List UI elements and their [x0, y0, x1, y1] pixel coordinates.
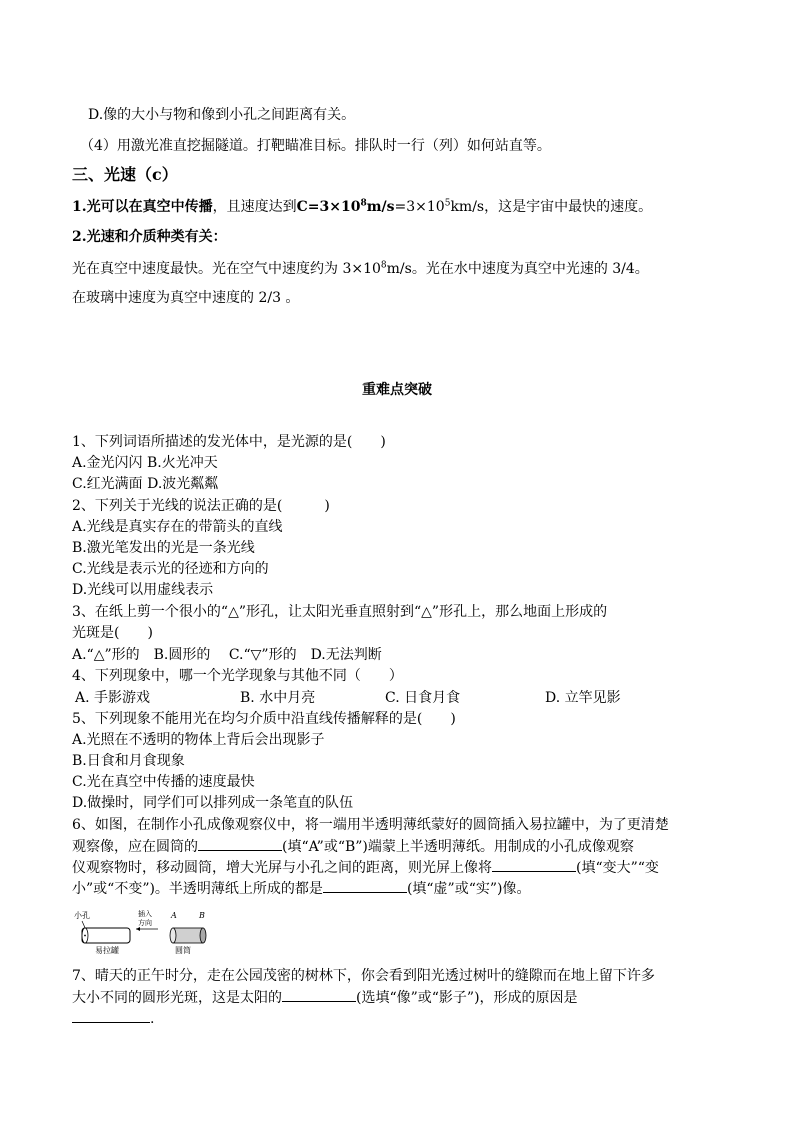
speed-p3-exp: 8 [380, 260, 387, 271]
q3-options: A.“△”形的 B.圆形的 C.“▽”形的 D.无法判断 [72, 647, 382, 663]
speed-paragraph-2: 2.光速和介质种类有关： [72, 229, 227, 245]
q7-line3-end: . [150, 1011, 155, 1027]
q6-line3-a: 仪观察物时，移动圆筒，增大光屏与小孔之间的距离，则光屏上像将 [72, 860, 492, 876]
figure-label-hole: 小孔 [74, 911, 90, 920]
q7-line1: 7、晴天的正午时分，走在公园茂密的树林下，你会看到阳光透过树叶的缝隙而在地上留下许多 [72, 968, 655, 984]
figure-label-a: A [171, 911, 177, 920]
q2-option-d: D.光线可以用虚线表示 [72, 582, 214, 598]
q1-options-ab: A.金光闪闪 B.火光冲天 [72, 455, 218, 471]
q4-stem: 4、下列现象中，哪一个光学现象与其他不同（ ） [72, 668, 403, 684]
q6-line4-a: 小”或“不变”)。半透明薄纸上所成的都是 [72, 881, 323, 897]
speed-exp-a: 8 [360, 198, 367, 209]
figure-label-can: 易拉罐 [95, 946, 119, 955]
speed-paragraph-3 [72, 259, 649, 279]
q6-blank-2[interactable] [492, 857, 576, 872]
q2-option-a: A.光线是真实存在的带箭头的直线 [72, 519, 283, 535]
q6-line2-b: (填“A”或“B”)端蒙上半透明薄纸。用制成的小孔成像观察 [282, 839, 634, 855]
q1-options-cd: C.红光满面 D.波光粼粼 [72, 476, 219, 492]
q7-line2 [72, 987, 578, 1008]
speed-p3-b: m/s。光在水中速度为真空中光速的 3/4。 [386, 261, 649, 277]
q4-option-c: C. 日食月食 [385, 690, 461, 706]
figure-label-insert-2: 方向 [138, 919, 152, 927]
q4-option-a: A. 手影游戏 [75, 690, 151, 706]
speed-p1-rest: km/s，这是宇宙中最快的速度。 [450, 199, 653, 215]
q6-line3 [72, 857, 659, 878]
speed-exp-b: 5 [444, 198, 451, 209]
q1-stem: 1、下列词语所描述的发光体中，是光源的是( ) [72, 434, 386, 450]
q2-stem: 2、下列关于光线的说法正确的是( ) [72, 498, 330, 514]
q7-blank-2[interactable] [72, 1008, 150, 1023]
option-d-text: D.像的大小与物和像到小孔之间距离有关。 [88, 107, 356, 123]
q6-line2-a: 观察像，应在圆筒的 [72, 839, 198, 855]
q7-line2-a: 大小不同的圆形光斑，这是太阳的 [72, 990, 282, 1006]
q6-blank-1[interactable] [198, 836, 282, 851]
q6-line4-b: (填“虚”或“实”)像。 [406, 881, 531, 897]
speed-p1-mid: ，且速度达到 [212, 199, 297, 215]
q4-option-d: D. 立竿见影 [545, 690, 621, 706]
speed-p3-a: 光在真空中速度最快。光在空气中速度约为 3×10 [72, 261, 381, 277]
figure-label-insert-1: 插入 [138, 910, 152, 918]
item-4-text: （4）用激光准直挖掘隧道。打靶瞄准目标。排队时一行（列）如何站直等。 [80, 138, 551, 154]
q3-stem-line2: 光斑是( ) [72, 625, 153, 641]
speed-formula-b: m/s [366, 199, 395, 215]
speed-paragraph-1 [72, 197, 652, 217]
pinhole-dot [84, 935, 86, 937]
figure-label-tube: 圆筒 [175, 946, 191, 955]
tube-body [173, 928, 203, 943]
q6-line1: 6、如图，在制作小孔成像观察仪中，将一端用半透明薄纸蒙好的圆筒插入易拉罐中，为了更清楚 [72, 817, 669, 833]
q7-line3 [72, 1008, 154, 1029]
q4-option-b: B. 水中月亮 [240, 690, 316, 706]
q3-stem-line1: 3、在纸上剪一个很小的“△”形孔，让太阳光垂直照射到“△”形孔上，那么地面上形成的 [72, 604, 608, 620]
q2-option-c: C.光线是表示光的径迹和方向的 [72, 561, 269, 577]
q7-line2-b: (选填“像”或“影子”)，形成的原因是 [356, 990, 578, 1006]
q6-line4 [72, 878, 531, 899]
q7-blank-1[interactable] [282, 987, 356, 1002]
insert-arrow-head [136, 927, 140, 931]
figure-label-b: B [199, 911, 205, 920]
speed-formula-a: C=3×10 [296, 199, 361, 215]
q5-option-c: C.光在真空中传播的速度最快 [72, 774, 255, 790]
speed-eq: =3×10 [394, 199, 445, 215]
q2-option-b: B.激光笔发出的光是一条光线 [72, 540, 255, 556]
q6-line2 [72, 836, 634, 857]
q5-option-a: A.光照在不透明的物体上背后会出现影子 [72, 732, 325, 748]
q5-option-b: B.日食和月食现象 [72, 753, 185, 769]
pinhole-camera-figure [72, 908, 212, 956]
tube-end-b [200, 928, 206, 943]
q5-option-d: D.做操时，同学们可以排列成一条笔直的队伍 [72, 795, 354, 811]
section-heading: 三、光速（c） [72, 165, 178, 184]
tube-end-a [170, 928, 176, 943]
q5-stem: 5、下列现象不能用光在均匀介质中沿直线传播解释的是( ) [72, 711, 456, 727]
speed-p1-bold: 1.光可以在真空中传播 [72, 199, 213, 215]
breakthrough-title: 重难点突破 [362, 382, 432, 398]
speed-paragraph-4: 在玻璃中速度为真空中速度的 2/3 。 [72, 290, 300, 306]
q6-blank-3[interactable] [323, 878, 407, 893]
q6-line3-b: (填“变大”“变 [576, 860, 659, 876]
can-body [82, 928, 130, 943]
